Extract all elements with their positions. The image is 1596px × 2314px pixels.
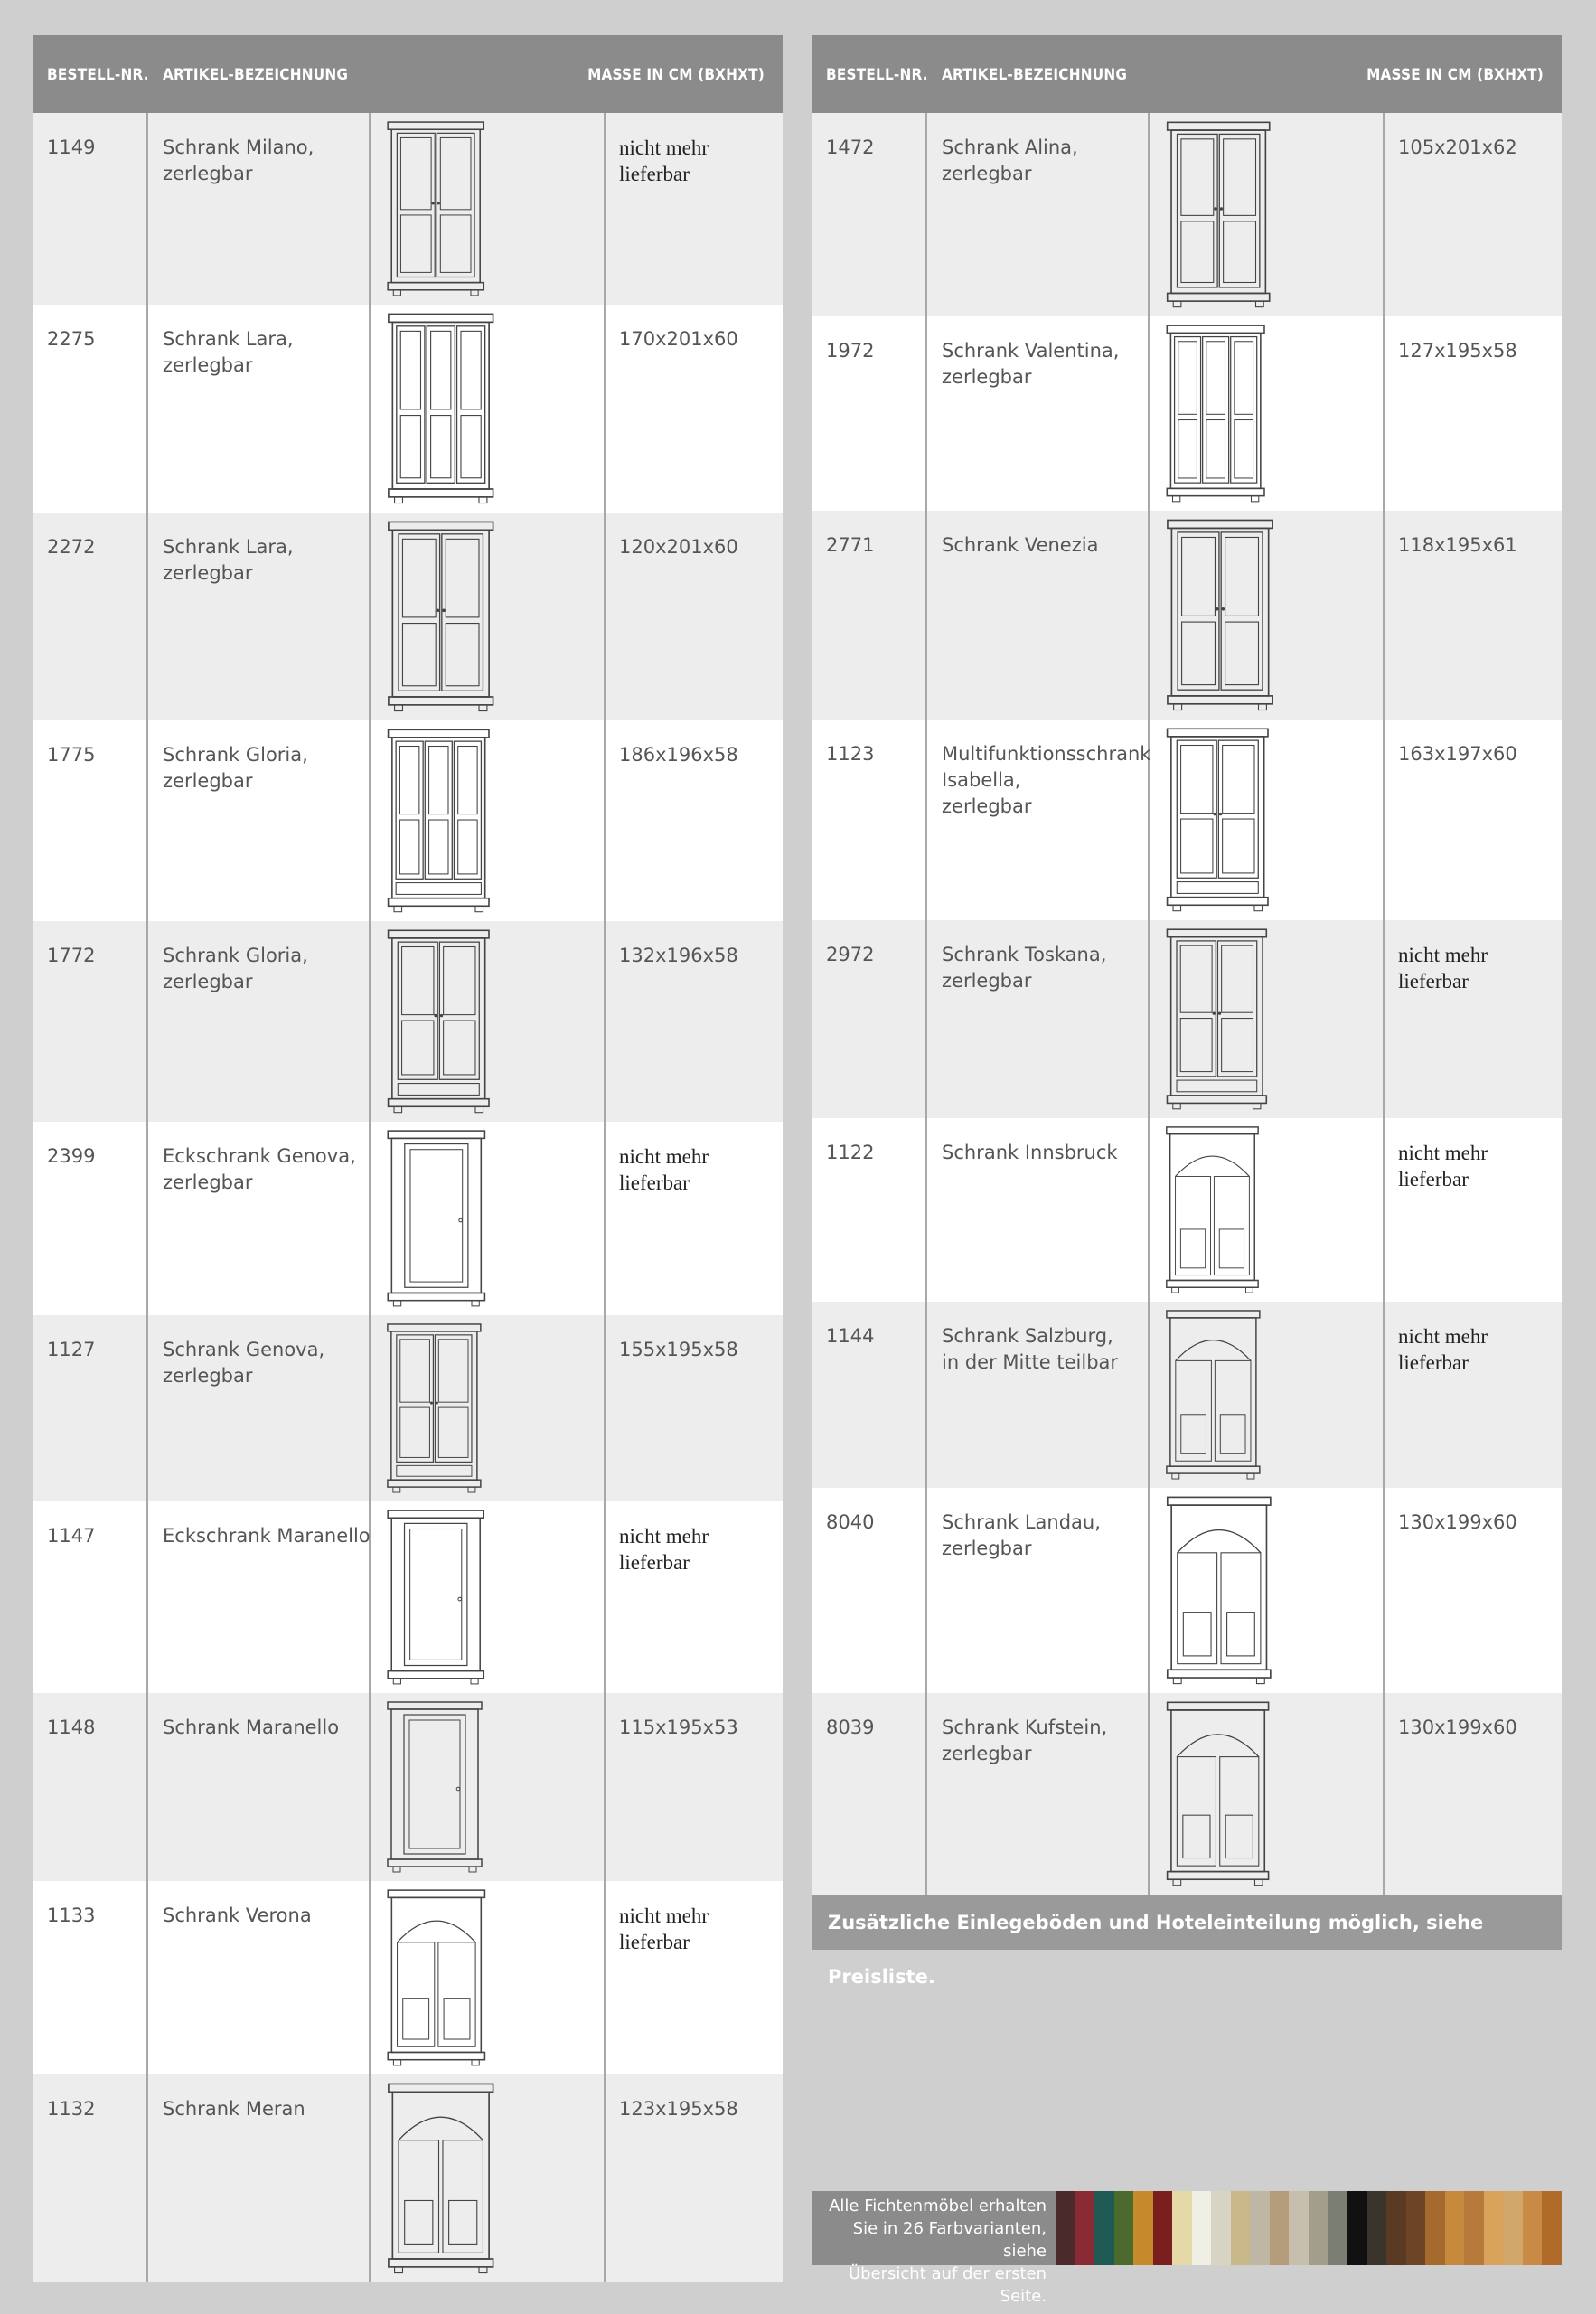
order-number: 1123 xyxy=(826,743,875,765)
wardrobe-2door-icon xyxy=(380,118,491,299)
column-divider xyxy=(1383,113,1385,316)
color-swatch xyxy=(1309,2191,1328,2265)
article-name: Schrank Maranello xyxy=(163,1717,340,1738)
column-divider xyxy=(604,720,606,921)
color-swatch xyxy=(1328,2191,1347,2265)
column-divider xyxy=(925,920,927,1118)
table-row xyxy=(812,1488,1562,1693)
color-swatch xyxy=(1250,2191,1270,2265)
order-number: 1775 xyxy=(47,744,96,766)
color-swatch-panel xyxy=(812,2191,1562,2306)
table-row xyxy=(33,113,783,305)
article-name: Schrank Kufstein, zerlegbar xyxy=(942,1717,1108,1764)
header-article-name: ARTIKEL-BEZEICHNUNG xyxy=(942,66,1128,84)
order-number: 1147 xyxy=(47,1525,96,1547)
arched-cabinet-icon xyxy=(380,1886,493,2069)
table-row xyxy=(812,1302,1562,1488)
order-number: 2399 xyxy=(47,1145,96,1167)
color-swatch xyxy=(1172,2191,1192,2265)
wardrobe-2door-drawers-icon xyxy=(1159,926,1274,1113)
column-divider xyxy=(925,720,927,920)
order-number: 2972 xyxy=(826,944,875,965)
color-swatch xyxy=(1523,2191,1543,2265)
article-name: Schrank Milano, zerlegbar xyxy=(163,136,315,184)
order-number: 1472 xyxy=(826,136,875,158)
color-swatch xyxy=(1114,2191,1134,2265)
table-left xyxy=(33,35,783,2282)
availability-status: nicht mehr lieferbar xyxy=(1398,1142,1488,1190)
color-swatch xyxy=(1445,2191,1465,2265)
order-number: 2275 xyxy=(47,328,96,350)
order-number: 1148 xyxy=(47,1717,96,1738)
column-divider xyxy=(1383,316,1385,511)
column-divider xyxy=(1383,920,1385,1118)
dimensions: 115x195x53 xyxy=(619,1717,738,1738)
table-header xyxy=(812,35,1562,113)
article-name: Schrank Venezia xyxy=(942,534,1099,556)
header-article-name: ARTIKEL-BEZEICHNUNG xyxy=(163,66,349,84)
column-divider xyxy=(146,2074,148,2282)
table-row xyxy=(33,2074,783,2282)
dimensions: 155x195x58 xyxy=(619,1339,738,1360)
column-divider xyxy=(146,1315,148,1501)
column-divider xyxy=(1383,720,1385,920)
availability-status: nicht mehr lieferbar xyxy=(1398,1325,1488,1374)
article-name: Multifunktionsschrank Isabella, zerlegbar xyxy=(942,743,1151,817)
wardrobe-2door-icon xyxy=(380,518,501,715)
column-divider xyxy=(925,1302,927,1488)
color-swatch xyxy=(1270,2191,1290,2265)
column-divider xyxy=(604,921,606,1122)
availability-status: nicht mehr lieferbar xyxy=(619,1145,709,1194)
column-divider xyxy=(146,921,148,1122)
order-number: 1122 xyxy=(826,1142,875,1163)
column-divider xyxy=(604,2074,606,2282)
corner-cabinet-icon xyxy=(380,1127,493,1310)
arched-cabinet-icon xyxy=(380,2080,501,2277)
dimensions: 127x195x58 xyxy=(1398,340,1517,362)
baroque-wardrobe-icon xyxy=(1159,1307,1267,1482)
color-swatch xyxy=(1056,2191,1075,2265)
column-divider xyxy=(925,1118,927,1302)
article-name: Eckschrank Genova, zerlegbar xyxy=(163,1145,356,1193)
color-swatch xyxy=(1347,2191,1367,2265)
color-swatches xyxy=(1056,2191,1562,2265)
order-number: 2272 xyxy=(47,536,96,558)
column-divider xyxy=(925,316,927,511)
column-divider xyxy=(1383,1488,1385,1693)
availability-status: nicht mehr lieferbar xyxy=(1398,944,1488,992)
color-swatch xyxy=(1367,2191,1387,2265)
wardrobe-2door-drawers-icon xyxy=(380,927,497,1116)
table-header xyxy=(33,35,783,113)
baroque-wardrobe-icon xyxy=(1159,1493,1279,1688)
wardrobe-3door-icon xyxy=(1159,322,1272,505)
color-swatch xyxy=(1231,2191,1251,2265)
color-swatch xyxy=(1503,2191,1523,2265)
dimensions: 130x199x60 xyxy=(1398,1717,1517,1738)
column-divider xyxy=(146,1693,148,1881)
dimensions: 120x201x60 xyxy=(619,536,738,558)
dimensions: 163x197x60 xyxy=(1398,743,1517,765)
column-divider xyxy=(604,113,606,305)
column-divider xyxy=(604,513,606,720)
dimensions: 123x195x58 xyxy=(619,2098,738,2120)
article-name: Schrank Landau, zerlegbar xyxy=(942,1511,1101,1559)
column-divider xyxy=(604,1315,606,1501)
article-name: Schrank Lara, zerlegbar xyxy=(163,328,294,376)
color-swatch xyxy=(1425,2191,1445,2265)
column-divider xyxy=(604,305,606,513)
color-swatch xyxy=(1192,2191,1212,2265)
wardrobe-2door-drawers-icon xyxy=(1159,725,1276,915)
table-row xyxy=(33,1881,783,2074)
wardrobe-3door-icon xyxy=(380,310,501,507)
dimensions: 132x196x58 xyxy=(619,945,738,966)
wardrobe-3door-drawers-icon xyxy=(380,726,497,916)
article-name: Schrank Innsbruck xyxy=(942,1142,1118,1163)
table-row xyxy=(33,305,783,513)
order-number: 1149 xyxy=(47,136,96,158)
table-row xyxy=(33,1501,783,1693)
wardrobe-2door-icon xyxy=(1159,118,1277,311)
column-divider xyxy=(1383,511,1385,720)
column-divider xyxy=(925,1488,927,1693)
table-row xyxy=(33,720,783,921)
order-number: 1132 xyxy=(47,2098,96,2120)
header-order-number: BESTELL-NR. xyxy=(826,66,928,84)
color-swatch xyxy=(1484,2191,1504,2265)
column-divider xyxy=(146,1122,148,1315)
column-divider xyxy=(604,1881,606,2074)
article-name: Schrank Salzburg, in der Mitte teilbar xyxy=(942,1325,1119,1373)
article-name: Schrank Alina, zerlegbar xyxy=(942,136,1078,184)
column-divider xyxy=(604,1122,606,1315)
color-swatch xyxy=(1464,2191,1484,2265)
order-number: 8040 xyxy=(826,1511,875,1533)
header-dimensions: MASSE IN CM (BXHXT) xyxy=(1366,66,1544,84)
column-divider xyxy=(146,113,148,305)
table-row xyxy=(812,316,1562,511)
dimensions: 170x201x60 xyxy=(619,328,738,350)
article-name: Schrank Gloria, zerlegbar xyxy=(163,945,308,992)
availability-status: nicht mehr lieferbar xyxy=(619,1905,709,1953)
article-name: Schrank Meran xyxy=(163,2098,305,2120)
color-swatch xyxy=(1289,2191,1309,2265)
table-row xyxy=(33,1315,783,1501)
article-name: Schrank Lara, zerlegbar xyxy=(163,536,294,584)
column-divider xyxy=(146,1881,148,2074)
wardrobe-1door-icon xyxy=(380,1698,489,1876)
article-name: Schrank Gloria, zerlegbar xyxy=(163,744,308,792)
dimensions: 118x195x61 xyxy=(1398,534,1517,556)
table-right xyxy=(812,35,1562,1895)
column-divider xyxy=(146,513,148,720)
availability-status: nicht mehr lieferbar xyxy=(619,136,709,185)
order-number: 1127 xyxy=(47,1339,96,1360)
column-divider xyxy=(1383,1118,1385,1302)
article-name: Schrank Toskana, zerlegbar xyxy=(942,944,1107,992)
column-divider xyxy=(1383,1302,1385,1488)
table-row xyxy=(812,1118,1562,1302)
column-divider xyxy=(925,511,927,720)
color-swatch xyxy=(1133,2191,1153,2265)
wardrobe-2door-icon xyxy=(1159,516,1281,714)
article-name: Schrank Valentina, zerlegbar xyxy=(942,340,1120,388)
corner-cabinet-icon xyxy=(380,1507,491,1688)
table-row xyxy=(812,720,1562,920)
table-row xyxy=(812,1693,1562,1895)
wardrobe-2door-drawers-icon xyxy=(380,1321,488,1496)
column-divider xyxy=(925,1693,927,1895)
shelf-note: Zusätzliche Einlegeböden und Hoteleinteilung möglich, siehe Preisliste. xyxy=(812,1895,1562,1950)
color-swatch xyxy=(1542,2191,1562,2265)
column-divider xyxy=(1383,1693,1385,1895)
column-divider xyxy=(146,1501,148,1693)
table-row xyxy=(33,921,783,1122)
table-row xyxy=(33,1693,783,1881)
table-row xyxy=(812,113,1562,316)
column-divider xyxy=(925,113,927,316)
article-name: Schrank Genova, zerlegbar xyxy=(163,1339,325,1387)
color-variants-note: Alle Fichtenmöbel erhalten Sie in 26 Farbvarianten, siehe Übersicht auf der ersten Seite. xyxy=(812,2191,1056,2265)
dimensions: 186x196x58 xyxy=(619,744,738,766)
order-number: 1972 xyxy=(826,340,875,362)
dimensions: 130x199x60 xyxy=(1398,1511,1517,1533)
table-row xyxy=(812,920,1562,1118)
article-name: Schrank Verona xyxy=(163,1905,312,1926)
dimensions: 105x201x62 xyxy=(1398,136,1517,158)
column-divider xyxy=(146,305,148,513)
color-swatch xyxy=(1406,2191,1426,2265)
table-row xyxy=(812,511,1562,720)
order-number: 2771 xyxy=(826,534,875,556)
order-number: 1772 xyxy=(47,945,96,966)
header-order-number: BESTELL-NR. xyxy=(47,66,149,84)
order-number: 1144 xyxy=(826,1325,875,1347)
header-dimensions: MASSE IN CM (BXHXT) xyxy=(587,66,765,84)
column-divider xyxy=(604,1693,606,1881)
order-number: 1133 xyxy=(47,1905,96,1926)
baroque-wardrobe-icon xyxy=(1159,1124,1265,1296)
color-swatch xyxy=(1211,2191,1231,2265)
color-swatch xyxy=(1386,2191,1406,2265)
color-swatch xyxy=(1153,2191,1173,2265)
table-row xyxy=(33,1122,783,1315)
table-row xyxy=(33,513,783,720)
column-divider xyxy=(146,720,148,921)
color-swatch xyxy=(1075,2191,1095,2265)
availability-status: nicht mehr lieferbar xyxy=(619,1525,709,1574)
baroque-wardrobe-icon xyxy=(1159,1698,1276,1889)
article-name: Eckschrank Maranello xyxy=(163,1525,371,1547)
order-number: 8039 xyxy=(826,1717,875,1738)
column-divider xyxy=(604,1501,606,1693)
color-swatch xyxy=(1094,2191,1114,2265)
